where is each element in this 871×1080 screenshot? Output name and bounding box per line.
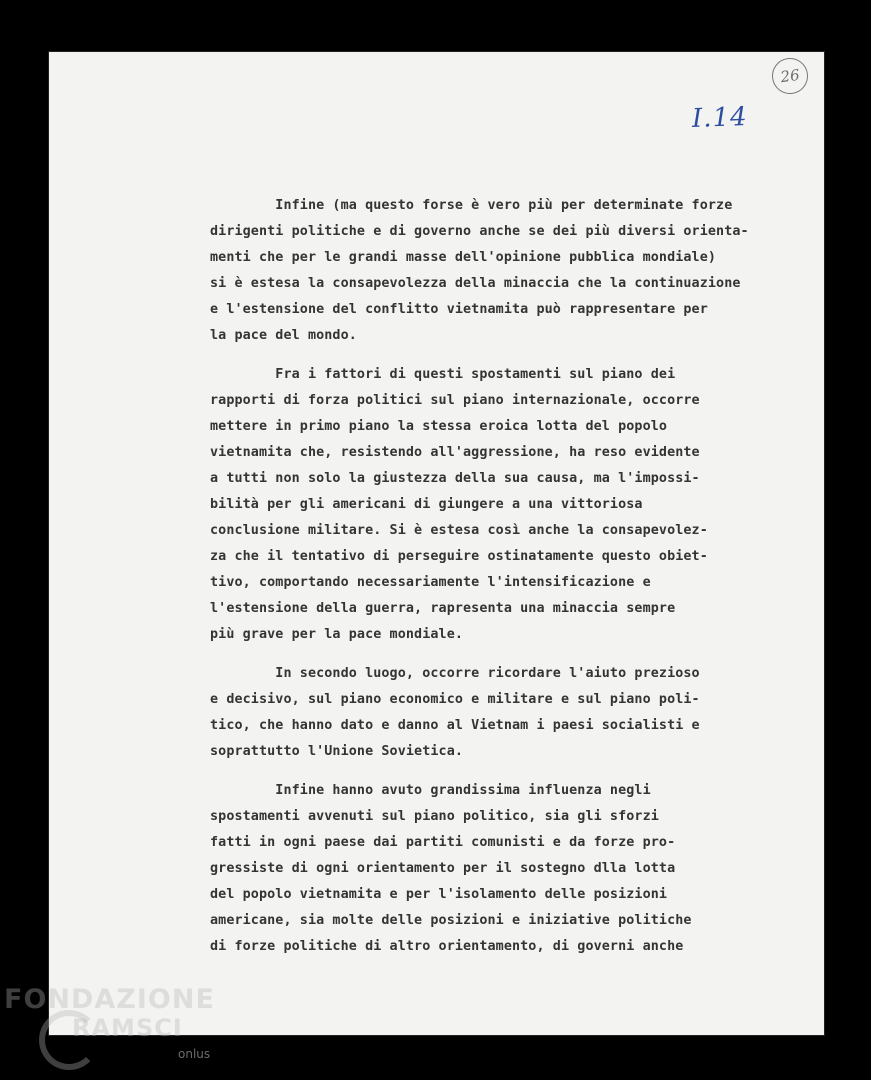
text-line: più grave per la pace mondiale. [210,627,464,642]
text-line: Infine (ma questo forse è vero più per determinate forze [210,198,733,213]
paragraph [210,193,810,349]
text-line: dirigenti politiche e di governo anche se dei più diversi orienta- [210,224,749,239]
text-line: spostamenti avvenuti sul piano politico, sia gli sforzi [210,809,659,824]
text-line: za che il tentativo di perseguire ostinatamente questo obiet- [210,549,708,564]
paragraph [210,778,810,960]
watermark-line-3: onlus [178,1047,211,1061]
watermark-line-2: RAMSCI [72,1014,183,1042]
archive-mark: I.14 [691,102,749,134]
text-line: e decisivo, sul piano economico e militare e sul piano poli- [210,692,700,707]
text-line: la pace del mondo. [210,328,357,343]
text-line: mettere in primo piano la stessa eroica lotta del popolo [210,419,668,434]
text-line: rapporti di forza politici sul piano internazionale, occorre [210,393,700,408]
text-line: e l'estensione del conflitto vietnamita può rappresentare per [210,302,708,317]
typed-text-body [210,193,810,973]
text-line: fatti in ogni paese dai partiti comunisti e da forze pro- [210,835,676,850]
paragraph [210,661,810,765]
text-line: a tutti non solo la giustezza della sua causa, ma l'impossi- [210,471,700,486]
text-line: vietnamita che, resistendo all'aggressione, ha reso evidente [210,445,700,460]
text-line: tico, che hanno dato e danno al Vietnam i paesi socialisti e [210,718,700,733]
watermark-line-1: FONDAZIONE [4,984,215,1015]
text-line: gressiste di ogni orientamento per il sostegno dlla lotta [210,861,676,876]
text-line: del popolo vietnamita e per l'isolamento delle posizioni [210,887,668,902]
text-line: tivo, comportando necessariamente l'intensificazione e [210,575,651,590]
text-line: conclusione militare. Si è estesa così anche la consapevolez- [210,523,708,538]
text-line: si è estesa la consapevolezza della minaccia che la continuazione [210,276,741,291]
paragraph [210,362,810,648]
text-line: menti che per le grandi masse dell'opinione pubblica mondiale) [210,250,717,265]
text-line: soprattutto l'Unione Sovietica. [210,744,464,759]
text-line: Infine hanno avuto grandissima influenza negli [210,783,651,798]
text-line: bilità per gli americani di giungere a una vittoriosa [210,497,643,512]
text-line: di forze politiche di altro orientamento, di governi anche [210,939,684,954]
text-line: In secondo luogo, occorre ricordare l'aiuto prezioso [210,666,700,681]
page-number-text: 26 [779,65,801,87]
text-line: americane, sia molte delle posizioni e iniziative politiche [210,913,692,928]
text-line: l'estensione della guerra, rapresenta una minaccia sempre [210,601,676,616]
text-line: Fra i fattori di questi spostamenti sul piano dei [210,367,676,382]
